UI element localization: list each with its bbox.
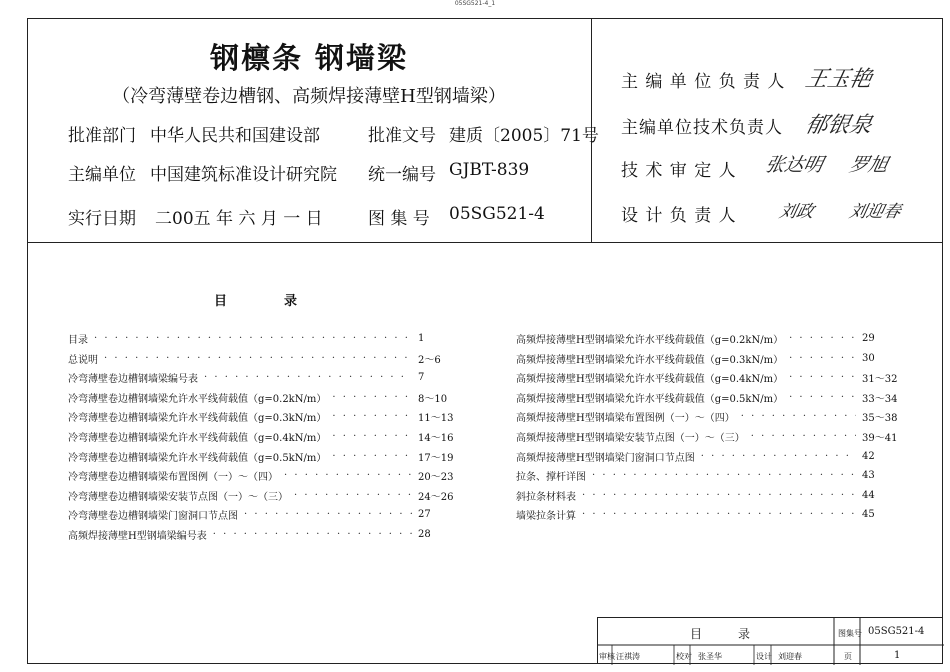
toc-item-page: 11～13 xyxy=(418,413,454,425)
toc-leader-dots xyxy=(789,372,856,383)
title-block-design-name: 刘迎春 xyxy=(778,652,802,661)
atlas-subtitle: （冷弯薄壁卷边槽钢、高频焊接薄壁H型钢墙梁） xyxy=(112,86,506,107)
toc-item xyxy=(68,488,458,503)
chief-unit-label: 主 编 单 位 负 责 人 xyxy=(621,72,786,92)
toc-leader-dots xyxy=(332,392,412,403)
title-block-name: 目 录 xyxy=(690,627,755,641)
approval-dept-value: 中华人民共和国建设部 xyxy=(150,126,320,146)
toc-item-page: 20～23 xyxy=(418,472,454,484)
toc-item-title: 高频焊接薄壁H型钢墙梁安装节点图（一）～（三） xyxy=(516,433,745,444)
toc-item xyxy=(516,488,902,503)
toc-item-page: 8～10 xyxy=(418,393,448,405)
toc-leader-dots xyxy=(294,490,412,501)
toc-item-page: 24～26 xyxy=(418,491,454,503)
toc-leader-dots xyxy=(244,509,412,520)
toc-item xyxy=(516,331,902,346)
toc-item-title: 冷弯薄壁卷边槽钢墙梁门窗洞口节点图 xyxy=(68,511,238,523)
toc-item xyxy=(516,429,902,444)
toc-item xyxy=(516,449,902,464)
approval-doc-value: 建质〔2005〕71号 xyxy=(449,126,599,146)
toc-leader-dots xyxy=(204,372,412,383)
toc-leader-dots xyxy=(332,451,412,462)
title-block xyxy=(597,617,943,664)
toc-leader-dots xyxy=(701,451,856,462)
toc-leader-dots xyxy=(104,353,412,364)
toc-leader-dots xyxy=(94,333,412,344)
toc-item-title: 高频焊接薄壁H型钢墙梁允许水平线荷载值（g=0.5kN/m） xyxy=(516,393,784,405)
toc-item xyxy=(516,370,902,385)
toc-item-title: 冷弯薄壁卷边槽钢墙梁安装节点图（一）～（三） xyxy=(68,491,288,503)
toc-item-page: 42 xyxy=(862,450,875,462)
toc-item-title: 冷弯薄壁卷边槽钢墙梁允许水平线荷载值（g=0.2kN/m） xyxy=(68,393,327,405)
toc-item-title: 高频焊接薄壁H型钢墙梁允许水平线荷载值（g=0.2kN/m） xyxy=(516,335,784,346)
toc-heading-right: 录 xyxy=(284,294,298,309)
toc-item-title: 高频焊接薄壁H型钢墙梁布置图例（一）～（四） xyxy=(516,413,735,425)
toc-item-page: 33～34 xyxy=(862,393,898,405)
toc-item xyxy=(516,468,902,483)
title-block-atlas-label: 图集号 xyxy=(838,629,862,638)
unified-no-value: GJBT-839 xyxy=(449,160,530,180)
title-block-design-label: 设计 xyxy=(756,652,772,661)
toc-item-title: 冷弯薄壁卷边槽钢墙梁布置图例（一）～（四） xyxy=(68,472,278,484)
atlas-no-value: 05SG521-4 xyxy=(449,204,545,224)
toc-item-page: 17～19 xyxy=(418,452,454,464)
toc-item xyxy=(68,429,458,444)
toc-item-title: 墙梁拉条计算 xyxy=(516,511,576,523)
toc-leader-dots xyxy=(582,509,856,520)
toc-item-title: 拉条、撑杆详图 xyxy=(516,472,586,484)
toc-item xyxy=(516,390,902,405)
toc-item-page: 14～16 xyxy=(418,433,454,444)
toc-item xyxy=(68,449,458,464)
toc-item-page: 30 xyxy=(862,352,875,364)
toc-leader-dots xyxy=(789,353,856,364)
toc-leader-dots xyxy=(751,431,856,442)
atlas-title: 钢檩条 钢墙梁 xyxy=(209,41,409,75)
title-block-atlas-value: 05SG521-4 xyxy=(868,626,925,637)
toc-item-title: 高频焊接薄壁H型钢墙梁允许水平线荷载值（g=0.3kN/m） xyxy=(516,354,784,366)
toc-item-page: 43 xyxy=(862,470,875,482)
toc-item xyxy=(68,390,458,405)
toc-item xyxy=(516,409,902,424)
tech-review-signature-2: 罗旭 xyxy=(847,154,891,176)
toc-item xyxy=(68,351,458,366)
toc-item-page: 35～38 xyxy=(862,413,898,425)
design-lead-signature-2: 刘迎春 xyxy=(847,202,903,222)
title-block-page-label: 页 xyxy=(844,652,852,661)
title-block-review-label: 审核 xyxy=(599,652,615,661)
tech-review-label: 技 术 审 定 人 xyxy=(621,161,737,181)
tech-lead-signature: 郁银泉 xyxy=(802,113,875,138)
tech-review-signature-1: 张达明 xyxy=(763,154,826,176)
toc-item-page: 29 xyxy=(862,333,875,344)
toc-item xyxy=(68,527,458,542)
toc-item-title: 斜拉条材料表 xyxy=(516,491,576,503)
chief-unit-signature: 王玉艳 xyxy=(802,67,875,92)
toc-item xyxy=(68,370,458,385)
toc-item-title: 总说明 xyxy=(68,354,98,366)
toc-item-page: 28 xyxy=(418,529,431,540)
design-lead-signature-1: 刘政 xyxy=(777,202,816,222)
toc-item-page: 2～6 xyxy=(418,354,441,366)
toc-item-page: 27 xyxy=(418,509,431,521)
toc-item xyxy=(68,331,458,346)
toc-item-title: 高频焊接薄壁H型钢墙梁门窗洞口节点图 xyxy=(516,452,695,464)
toc-item-page: 45 xyxy=(862,509,875,521)
toc-leader-dots xyxy=(582,490,856,501)
toc-leader-dots xyxy=(741,411,856,422)
toc-leader-dots xyxy=(332,411,412,422)
title-block-check-label: 校对 xyxy=(676,652,692,661)
toc-item-title: 目录 xyxy=(68,335,88,346)
toc-item-page: 1 xyxy=(418,333,425,344)
toc-item-title: 冷弯薄壁卷边槽钢墙梁允许水平线荷载值（g=0.4kN/m） xyxy=(68,433,327,444)
toc-item xyxy=(68,507,458,522)
toc-leader-dots xyxy=(789,392,856,403)
toc-item-page: 39～41 xyxy=(862,433,898,444)
toc-item xyxy=(68,409,458,424)
title-block-check-name: 张圣华 xyxy=(698,652,722,661)
editor-unit-label: 主编单位 xyxy=(68,165,136,185)
atlas-no-label: 图 集 号 xyxy=(368,209,430,229)
toc-heading-left: 目 xyxy=(214,294,228,309)
impl-date-value: 二00五 年 六 月 一 日 xyxy=(155,209,323,229)
toc-item-title: 高频焊接薄壁H型钢墙梁允许水平线荷载值（g=0.4kN/m） xyxy=(516,374,784,386)
approval-dept-label: 批准部门 xyxy=(68,126,136,146)
toc-item-title: 冷弯薄壁卷边槽钢墙梁允许水平线荷载值（g=0.5kN/m） xyxy=(68,452,327,464)
toc-leader-dots xyxy=(213,529,412,540)
toc-item-title: 冷弯薄壁卷边槽钢墙梁允许水平线荷载值（g=0.3kN/m） xyxy=(68,413,327,425)
page-header: 05SG521-4_1 xyxy=(454,0,496,7)
toc-leader-dots xyxy=(284,470,412,481)
toc-item-title: 高频焊接薄壁H型钢墙梁编号表 xyxy=(68,531,207,542)
toc-leader-dots xyxy=(789,333,856,344)
toc-item-page: 44 xyxy=(862,489,875,501)
toc-item xyxy=(68,468,458,483)
approval-doc-label: 批准文号 xyxy=(368,126,436,146)
editor-unit-value: 中国建筑标准设计研究院 xyxy=(150,165,337,185)
impl-date-label: 实行日期 xyxy=(68,209,136,229)
unified-no-label: 统一编号 xyxy=(368,165,436,185)
toc-item xyxy=(516,507,902,522)
title-block-page-value: 1 xyxy=(894,650,901,661)
tech-lead-label: 主编单位技术负责人 xyxy=(621,118,783,138)
toc-item-page: 31～32 xyxy=(862,374,898,386)
toc-leader-dots xyxy=(592,470,856,481)
design-lead-label: 设 计 负 责 人 xyxy=(621,206,737,226)
title-block-review-name: 汪祺涛 xyxy=(616,652,640,661)
toc-leader-dots xyxy=(332,431,412,442)
toc-item xyxy=(516,351,902,366)
toc-item-title: 冷弯薄壁卷边槽钢墙梁编号表 xyxy=(68,374,198,386)
toc-item-page: 7 xyxy=(418,372,425,384)
